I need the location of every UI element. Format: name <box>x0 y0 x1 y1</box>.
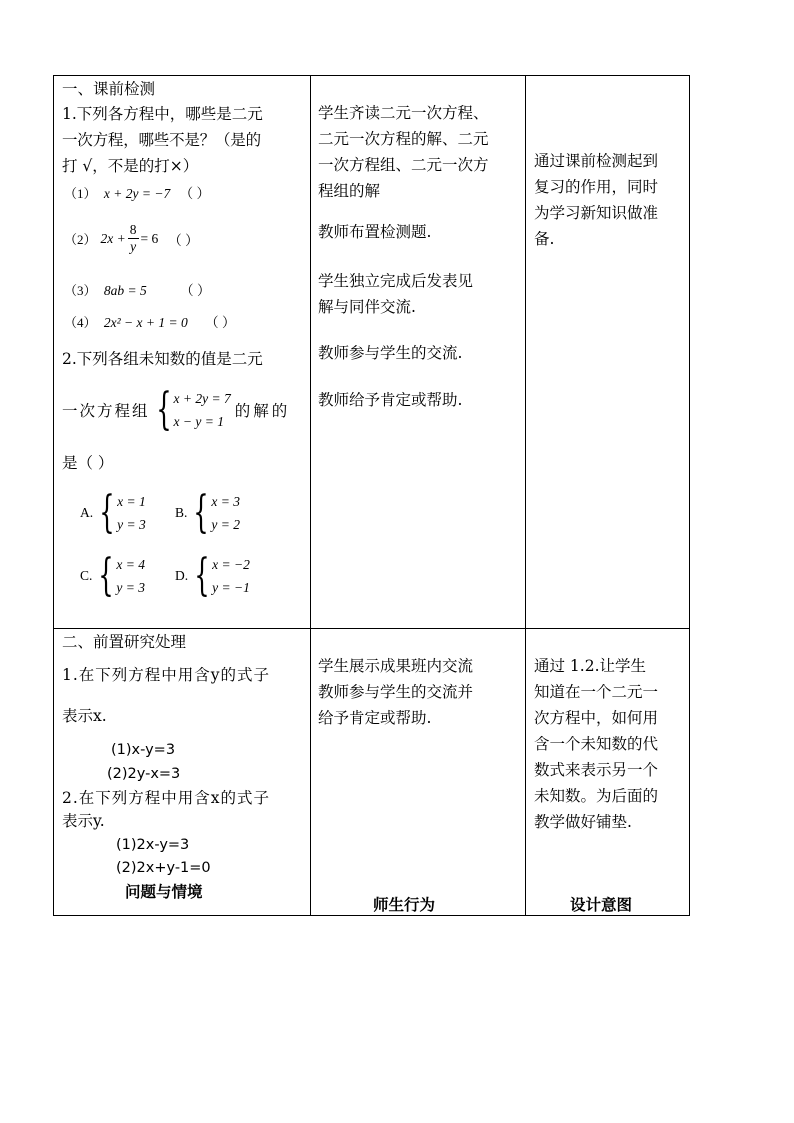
intent-line: 知道在一个二元一 <box>534 683 659 701</box>
column-footer-label: 问题与情境 <box>125 882 203 901</box>
fraction <box>128 222 139 255</box>
intent-line: 备. <box>534 230 555 248</box>
question-2-suffix: 的解的 <box>234 402 291 420</box>
item-number: （2） <box>64 232 97 247</box>
equation-right: = 6 <box>140 230 159 246</box>
equation-system <box>150 384 231 435</box>
activity-line: 给予肯定或帮助. <box>318 709 432 727</box>
intent-line: 含一个未知数的代 <box>534 735 659 753</box>
activity-paragraph <box>318 268 473 320</box>
brace-icon: { <box>99 487 115 538</box>
answer-blank: （ ） <box>168 232 199 248</box>
question-1-line: 一次方程，哪些不是？（是的 <box>62 131 261 149</box>
option-row: y = −1 <box>212 580 250 595</box>
option-row: x = 3 <box>211 494 240 509</box>
intent-line: 通过课前检测起到 <box>534 152 659 170</box>
intent-line: 教学做好铺垫. <box>534 813 632 831</box>
s2-question-1-line: 表示x. <box>62 707 107 725</box>
column-divider-1 <box>310 75 311 916</box>
answer-blank: （ ） <box>205 315 236 330</box>
column-footer-label: 师生行为 <box>373 895 436 914</box>
q1-item <box>64 182 210 202</box>
intent-line: 复习的作用，同时 <box>534 178 659 196</box>
fraction-denominator: y <box>130 239 137 254</box>
s2-q2-item: (1)2x-y=3 <box>116 837 190 853</box>
s2-question-2-line: 表示y. <box>62 812 105 830</box>
option-label: B. <box>175 505 188 520</box>
intent-line: 未知数。为后面的 <box>534 787 659 805</box>
section-heading: 一、课前检测 <box>62 80 156 98</box>
option-a <box>80 487 146 538</box>
s2-question-2-line: 2.在下列方程中用含x的式子 <box>62 789 271 807</box>
equation-left: 2x + <box>100 230 126 246</box>
activity-paragraph: 教师布置检测题. <box>318 223 432 241</box>
s2-question-1-line: 1.在下列方程中用含y的式子 <box>62 666 271 684</box>
question-1-line: 1.下列各方程中，哪些是二元 <box>62 105 263 123</box>
intent-line: 数式来表示另一个 <box>534 761 659 779</box>
question-1-line: 打 √，不是的打×） <box>62 157 199 175</box>
system-row: x − y = 1 <box>173 414 224 429</box>
option-row: y = 3 <box>117 517 146 532</box>
equation: 8ab = 5 <box>103 283 147 298</box>
column-footer-label: 设计意图 <box>570 895 633 914</box>
activity-line: 一次方程组、二元一次方 <box>318 156 489 174</box>
option-row: y = 2 <box>211 517 240 532</box>
teacher-student-activity <box>318 653 473 731</box>
fraction-numerator: 8 <box>129 222 137 237</box>
equation: 2x² − x + 1 = 0 <box>103 315 188 330</box>
s2-q1-item: (2)2y-x=3 <box>107 766 181 782</box>
activity-line: 程组的解 <box>318 182 381 200</box>
option-row: x = −2 <box>212 557 250 572</box>
option-row: y = 3 <box>116 580 145 595</box>
option-row: x = 4 <box>116 557 145 572</box>
intent-line: 通过 1.2.让学生 <box>534 657 647 675</box>
table-right-border <box>689 75 690 916</box>
brace-icon: { <box>194 550 210 601</box>
activity-line: 教师参与学生的交流并 <box>318 683 474 701</box>
question-2-line: 2.下列各组未知数的值是二元 <box>62 350 263 368</box>
s2-q1-item: (1)x-y=3 <box>111 742 176 758</box>
activity-paragraph: 教师参与学生的交流. <box>318 344 463 362</box>
item-number: （3） <box>64 283 97 298</box>
row-divider <box>53 628 690 629</box>
q1-item <box>64 279 211 299</box>
option-row: x = 1 <box>117 494 146 509</box>
question-2-line <box>62 384 291 435</box>
option-c <box>80 550 145 601</box>
intent-line: 为学习新知识做准 <box>534 204 659 222</box>
design-intent <box>534 653 658 835</box>
table-left-border <box>53 75 54 916</box>
activity-line: 学生独立完成后发表见 <box>318 272 474 290</box>
section-heading: 二、前置研究处理 <box>62 633 187 651</box>
question-1-text <box>62 101 263 179</box>
option-d <box>175 550 250 601</box>
option-label: D. <box>175 568 189 583</box>
option-label: C. <box>80 568 93 583</box>
brace-icon: { <box>155 384 172 435</box>
q1-item <box>64 222 199 255</box>
intent-line: 次方程中，如何用 <box>534 709 659 727</box>
activity-line: 二元一次方程的解、二元 <box>318 130 489 148</box>
question-2-prefix: 一次方程组 <box>62 402 150 420</box>
q1-item <box>64 311 236 331</box>
column-divider-2 <box>525 75 526 916</box>
brace-icon: { <box>98 550 115 601</box>
activity-line: 学生齐读二元一次方程、 <box>318 104 489 122</box>
equation: x + 2y = −7 <box>103 186 171 201</box>
activity-line: 学生展示成果班内交流 <box>318 657 474 675</box>
teacher-student-activity <box>318 100 489 204</box>
option-b <box>175 487 240 538</box>
question-2-line: 是（ ） <box>62 454 114 472</box>
item-number: （4） <box>64 315 97 330</box>
answer-blank: （ ） <box>180 283 211 298</box>
activity-paragraph: 教师给予肯定或帮助. <box>318 391 463 409</box>
design-intent <box>534 148 658 252</box>
table-top-border <box>53 75 690 76</box>
s2-q2-item: (2)2x+y-1=0 <box>116 860 211 876</box>
table-bottom-border <box>53 915 690 916</box>
system-row: x + 2y = 7 <box>173 391 231 406</box>
item-number: （1） <box>64 186 97 201</box>
answer-blank: （ ） <box>179 186 210 201</box>
option-label: A. <box>80 505 94 520</box>
brace-icon: { <box>193 487 210 538</box>
activity-line: 解与同伴交流. <box>318 298 416 316</box>
